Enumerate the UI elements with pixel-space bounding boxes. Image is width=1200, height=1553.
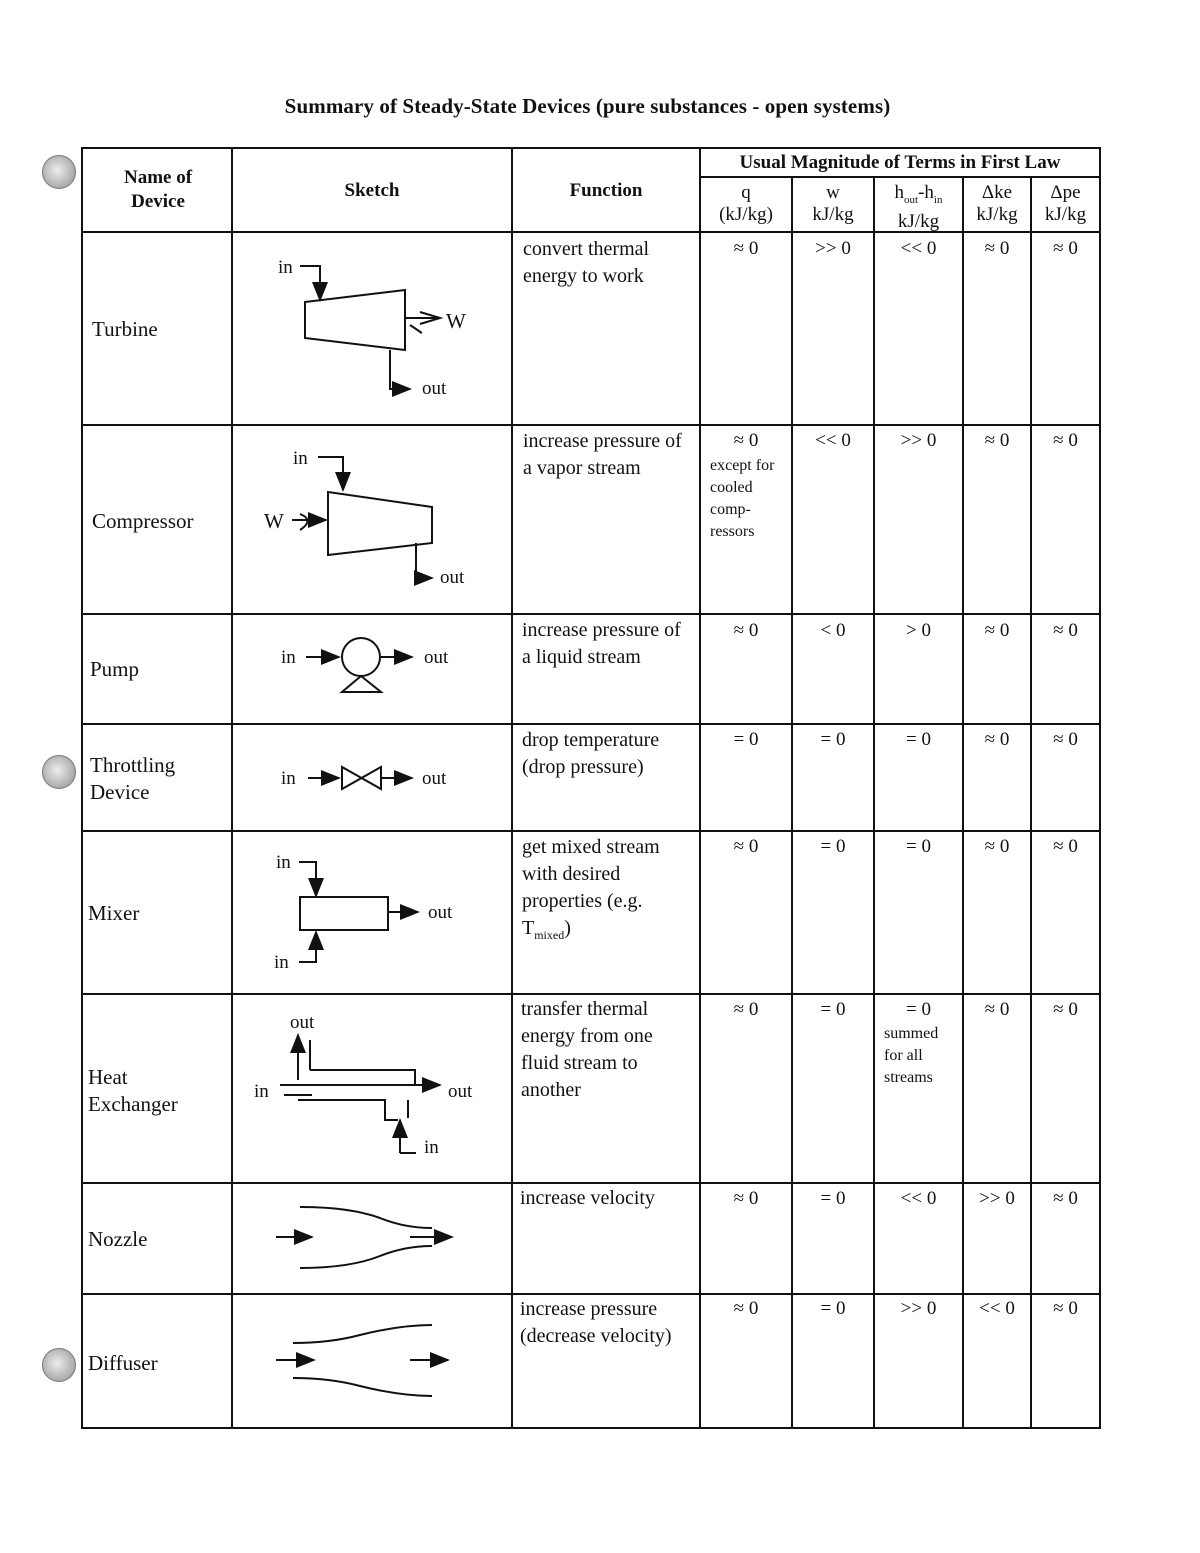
throttling-sketch	[308, 767, 412, 789]
value-w: = 0	[820, 1298, 846, 1319]
page-title: Summary of Steady-State Devices (pure substances - open systems)	[284, 94, 891, 118]
header-delta-pe: Δpe kJ/kg	[1044, 182, 1087, 225]
value-q: ≈ 0	[733, 836, 759, 857]
device-function: increase pressure (decrease velocity)	[520, 1298, 672, 1347]
sketch-label-in: in	[281, 768, 296, 789]
value-dke: ≈ 0	[984, 620, 1010, 641]
device-function: increase velocity	[520, 1187, 655, 1209]
sketch-label-out: out	[440, 567, 465, 588]
value-w: < 0	[820, 620, 846, 641]
sketch-label-in: in	[276, 852, 291, 873]
sketch-label-in: in	[278, 257, 293, 278]
value-w: << 0	[815, 430, 851, 451]
sketch-label-in: in	[274, 952, 289, 973]
sketch-label-in: in	[281, 647, 296, 668]
value-dpe: ≈ 0	[1053, 999, 1078, 1020]
header-first-law-terms: Usual Magnitude of Terms in First Law	[739, 152, 1061, 173]
value-q: = 0	[733, 729, 759, 750]
sketch-label-w: W	[264, 509, 284, 533]
value-dke: >> 0	[979, 1188, 1015, 1209]
value-q: ≈ 0	[733, 430, 759, 451]
sketch-label-in: in	[293, 448, 308, 469]
value-w: >> 0	[815, 238, 851, 259]
value-dh: >> 0	[900, 1298, 937, 1319]
value-q: ≈ 0	[733, 1298, 759, 1319]
value-w: = 0	[820, 836, 846, 857]
value-dh: >> 0	[900, 430, 937, 451]
device-function: transfer thermal energy from one fluid stream to another	[521, 998, 653, 1101]
header-delta-ke: Δke kJ/kg	[976, 182, 1018, 225]
value-dpe: ≈ 0	[1053, 1188, 1078, 1209]
header-enthalpy-change: $h_{out}-h_{in}$ kJ/kg	[894, 182, 943, 232]
value-q: ≈ 0	[733, 999, 759, 1020]
sketch-label-out: out	[290, 1012, 315, 1033]
value-dh: = 0	[906, 999, 931, 1020]
device-name: Mixer	[88, 901, 140, 925]
mixer-sketch	[299, 862, 418, 962]
sketch-label-w: W	[446, 309, 466, 333]
device-name: Compressor	[92, 509, 194, 533]
turbine-sketch	[300, 266, 440, 389]
device-name: Turbine	[92, 317, 158, 341]
sketch-label-out: out	[424, 647, 449, 668]
compressor-sketch	[292, 457, 432, 578]
nozzle-sketch	[276, 1207, 452, 1268]
value-dke: ≈ 0	[984, 836, 1010, 857]
sketch-label-in: in	[254, 1081, 269, 1102]
value-dpe: ≈ 0	[1053, 836, 1078, 857]
value-q: ≈ 0	[733, 238, 759, 259]
device-function: increase pressure of a vapor stream	[523, 430, 682, 479]
value-dh: << 0	[900, 1188, 937, 1209]
value-dpe: ≈ 0	[1053, 620, 1078, 641]
sketch-label-out: out	[422, 378, 447, 399]
sketch-label-out: out	[422, 768, 447, 789]
value-dh-note: summed for all streams	[884, 1025, 939, 1086]
device-name: Diffuser	[88, 1351, 158, 1375]
value-w: = 0	[820, 1188, 846, 1209]
header-function: Function	[569, 180, 643, 201]
value-dke: ≈ 0	[984, 999, 1010, 1020]
device-function: increase pressure of a liquid stream	[522, 619, 681, 668]
value-dke: ≈ 0	[984, 729, 1010, 750]
value-dh: = 0	[906, 729, 931, 750]
value-dke: << 0	[979, 1298, 1015, 1319]
sketch-label-out: out	[448, 1081, 473, 1102]
diffuser-sketch	[276, 1325, 448, 1396]
value-dke: ≈ 0	[984, 430, 1010, 451]
header-sketch: Sketch	[344, 180, 400, 201]
device-name: Throttling Device	[90, 753, 176, 804]
value-dpe: ≈ 0	[1053, 430, 1078, 451]
value-w: = 0	[820, 999, 846, 1020]
sketch-label-out: out	[428, 902, 453, 923]
value-dpe: ≈ 0	[1053, 238, 1078, 259]
device-name: Heat Exchanger	[88, 1065, 178, 1116]
value-w: = 0	[820, 729, 846, 750]
value-dke: ≈ 0	[984, 238, 1010, 259]
heat-exchanger-sketch	[280, 1035, 440, 1153]
device-function: drop temperature (drop pressure)	[522, 729, 660, 778]
device-function: convert thermal energy to work	[523, 238, 650, 287]
value-dh: = 0	[906, 836, 931, 857]
value-q: ≈ 0	[733, 1188, 759, 1209]
value-dpe: ≈ 0	[1053, 729, 1078, 750]
header-w: w kJ/kg	[812, 182, 854, 225]
device-name: Pump	[90, 657, 140, 681]
value-dpe: ≈ 0	[1053, 1298, 1078, 1319]
pump-sketch	[306, 638, 412, 692]
device-name: Nozzle	[88, 1227, 148, 1251]
header-q: q (kJ/kg)	[719, 182, 773, 225]
sketch-label-in: in	[424, 1137, 439, 1158]
value-q-note: except for cooled comp- ressors	[710, 457, 775, 540]
header-name-of-device: Name of Device	[123, 167, 193, 212]
value-dh: << 0	[900, 238, 937, 259]
device-function: get mixed stream with desired properties (e.g. $T_{mixed}$)	[522, 836, 660, 942]
value-dh: > 0	[906, 620, 931, 641]
value-q: ≈ 0	[733, 620, 759, 641]
